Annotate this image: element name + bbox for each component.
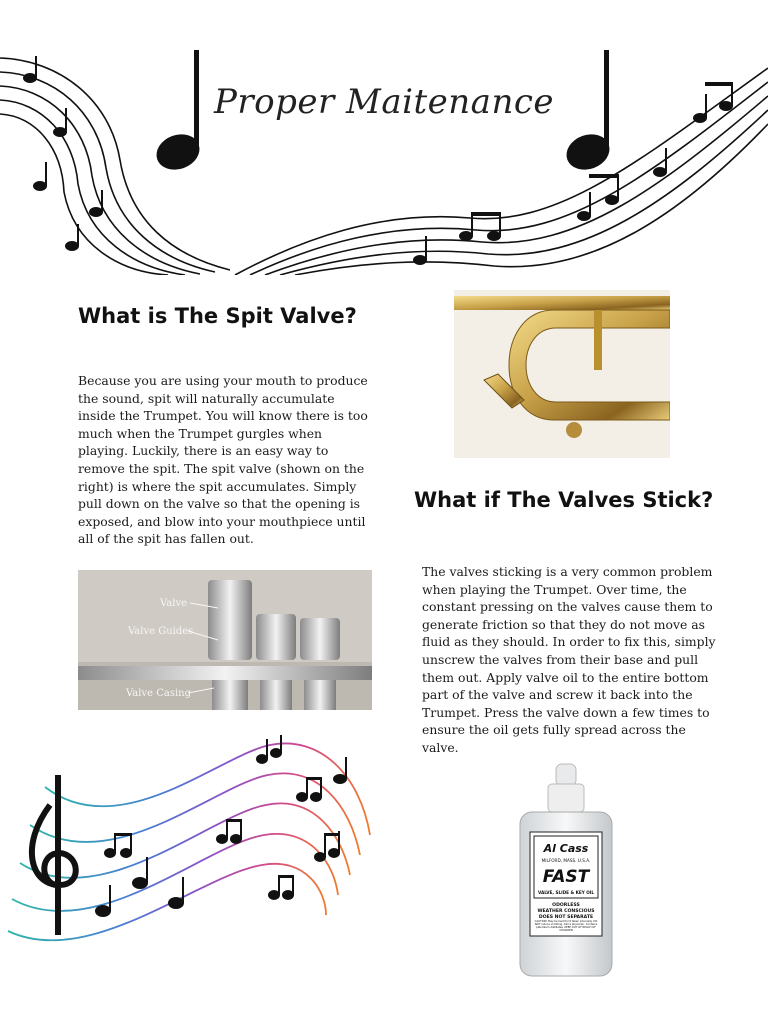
rainbow-music-staff-art <box>0 735 380 965</box>
valves-stick-heading: What if The Valves Stick? <box>414 488 714 512</box>
valves-stick-paragraph: The valves sticking is a very common problem when playing the Trumpet. Over time, the constant pressing on the valves cause them to generate friction so that they do not move as fluid as they should. In order to fix this, simply unscrew the valves from their base and pull them out. Apply valve oil to the entire bottom part of the valve and screw it back into the Trumpet. Press the valve down a few times to ensure the oil gets fully spread across the valve. <box>422 564 716 755</box>
bottle-location: MILFORD, MASS. U.S.A. <box>541 858 591 863</box>
page-title: Proper Maitenance <box>213 82 555 122</box>
spit-valve-paragraph: Because you are using your mouth to produce the sound, spit will naturally accumulate inside the Trumpet. You will know there is too much when the Trumpet gurgles when playing. Luckily, there is an easy way to remove the spit. The spit valve (shown on the right) is where the spit accumulates. Simply pull down on the valve so that the opening is exposed, and blow into your mouthpiece until all of the spit has fallen out. <box>78 373 368 547</box>
bottle-feature: ODORLESS <box>552 903 580 908</box>
bottle-caution: CAUTION: May be harmful if taken internally. DO NOT induce vomiting. Call a physician. Contains petroleum distillates. KEEP OUT OF REACH OF CHILDREN <box>534 920 598 932</box>
valve-guides-label: Valve Guides <box>128 626 194 637</box>
bottle-subtitle: VALVE, SLIDE & KEY OIL <box>538 890 594 895</box>
spit-valve-heading: What is The Spit Valve? <box>78 304 357 328</box>
trumpet-valves-photo <box>78 570 372 710</box>
bottle-feature: WEATHER CONSCIOUS <box>537 909 595 914</box>
valve-oil-bottle <box>514 760 618 980</box>
spit-valve-photo <box>454 290 670 458</box>
valve-casing-label: Valve Casing <box>126 688 191 699</box>
header-music-staff-art <box>0 40 768 275</box>
bottle-product: FAST <box>542 867 590 887</box>
bottle-brand: Al Cass <box>543 842 589 855</box>
valve-label: Valve <box>160 598 188 609</box>
bottle-feature: DOES NOT SEPARATE <box>538 915 594 920</box>
